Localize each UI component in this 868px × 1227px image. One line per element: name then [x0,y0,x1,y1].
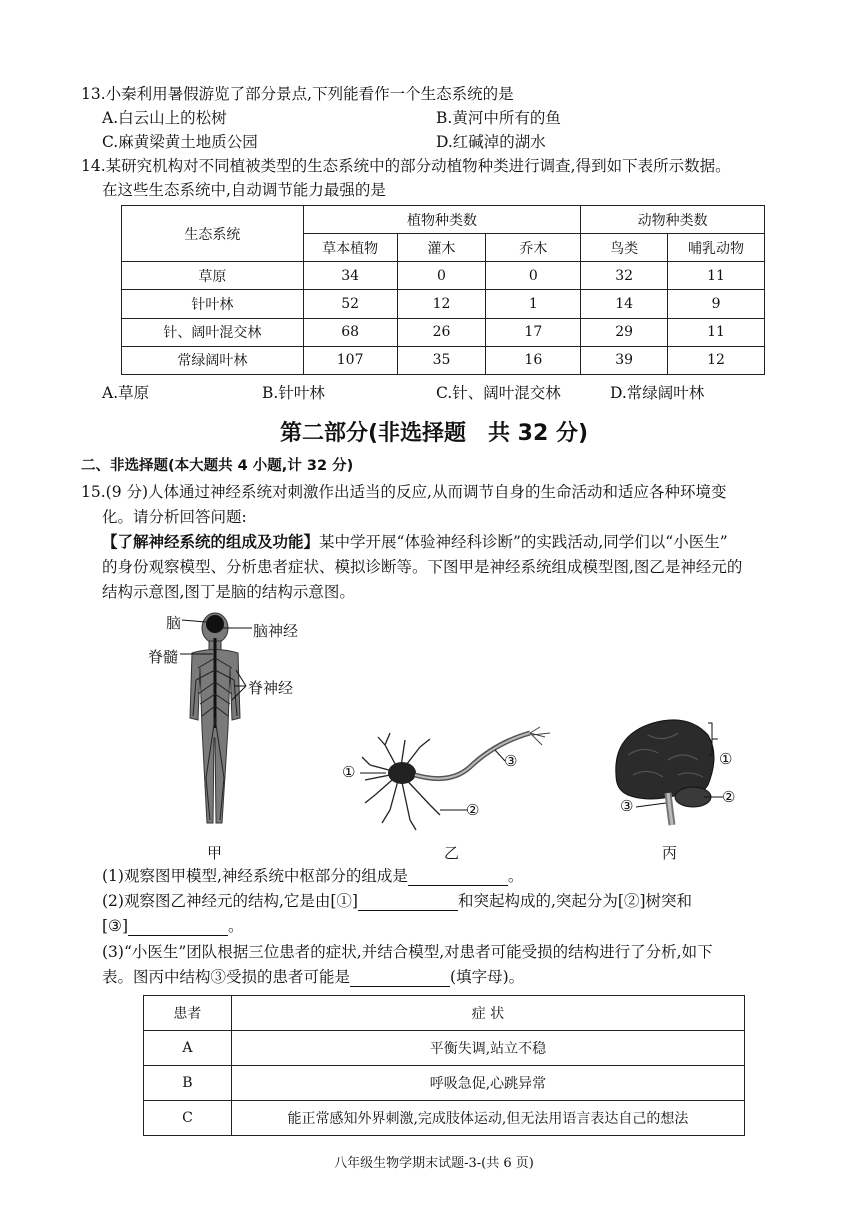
q15-sub2-answer-blank-2[interactable] [128,919,228,936]
cell-tree: 16 [486,346,581,374]
q13-stem: 13.小秦利用暑假游览了部分景点,下列能看作一个生态系统的是 [81,85,514,103]
cell-patient: C [144,1101,232,1136]
cell-tree: 1 [486,290,581,318]
q15-line3-rest: 某中学开展“体验神经科诊断”的实践活动,同学们以“小医生” [319,533,728,551]
cell-mammal: 11 [668,262,765,290]
cell-shrub: 12 [397,290,486,318]
q15-line4: 的身份观察模型、分析患者症状、模拟诊断等。下图甲是神经系统组成模型图,图乙是神经元的 [102,558,743,576]
header-plant-species: 植物种类数 [303,206,581,234]
q14-option-a: A.草原 [102,384,150,402]
header-mammal: 哺乳动物 [668,234,765,262]
header-ecosystem: 生态系统 [122,206,304,262]
brain-label-3: ③ [620,797,634,815]
neuron-figure [360,725,570,835]
q14-option-c: C.针、阔叶混交林 [436,384,561,402]
table-row [122,290,765,318]
cell-bird: 14 [581,290,668,318]
cell-herb: 52 [303,290,397,318]
q15-sub2 [102,891,692,911]
ecosystem-species-table [121,205,765,375]
q14-option-b: B.针叶林 [262,384,325,402]
header-animal-species: 动物种类数 [581,206,765,234]
section2-heading: 二、非选择题(本大题共 4 小题,计 32 分) [81,458,354,474]
cell-shrub: 35 [397,346,486,374]
q15-line3 [102,532,728,552]
q14-stem-line2: 在这些生态系统中,自动调节能力最强的是 [102,181,386,199]
q15-sub1-end: 。 [507,867,524,885]
label-brain: 脑 [166,614,182,632]
q13-option-b: B.黄河中所有的鱼 [436,109,561,127]
cell-herb: 34 [303,262,397,290]
q15-sub1-text: (1)观察图甲模型,神经系统中枢部分的组成是 [102,867,408,885]
neuron-label-1: ① [342,763,356,781]
row-name: 草原 [122,262,304,290]
header-symptom: 症 状 [231,996,744,1031]
cell-symptom: 呼吸急促,心跳异常 [231,1066,744,1101]
cell-shrub: 26 [397,318,486,346]
q15-sub3-answer-blank[interactable] [350,970,450,987]
figure-label-bing: 丙 [662,844,678,862]
table-row [122,346,765,374]
cell-shrub: 0 [397,262,486,290]
label-cranial-nerve: 脑神经 [253,622,299,640]
cell-bird: 29 [581,318,668,346]
cell-bird: 39 [581,346,668,374]
cell-herb: 107 [303,346,397,374]
q15-sub2-answer-blank-1[interactable] [358,894,458,911]
cell-mammal: 9 [668,290,765,318]
label-spinal-cord: 脊髓 [148,648,179,666]
header-bird: 鸟类 [581,234,668,262]
q13-option-d: D.红碱淖的湖水 [436,133,546,151]
brain-label-2: ② [722,788,736,806]
header-patient: 患者 [144,996,232,1031]
patient-symptom-table [143,995,745,1136]
q15-sub3-text-b: (填字母)。 [450,968,525,986]
brain-label-1: ① [719,750,733,768]
q15-sub2-end: 。 [228,917,244,935]
q15-sub3-text-a: 表。图丙中结构③受损的患者可能是 [102,968,351,986]
label-spinal-nerve: 脊神经 [248,679,294,697]
q15-sub2-cont [102,916,244,936]
q15-sub1 [102,866,523,886]
q14-stem-line1: 14.某研究机构对不同植被类型的生态系统中的部分动植物种类进行调查,得到如下表所示数据。 [81,157,731,175]
q15-sub3-line1: (3)“小医生”团队根据三位患者的症状,并结合模型,对患者可能受损的结构进行了分析,如下 [102,943,713,961]
header-tree: 乔木 [486,234,581,262]
table-row [144,1031,745,1066]
q14-option-d: D.常绿阔叶林 [610,384,705,402]
table-row [144,1101,745,1136]
nervous-system-model-figure [160,608,330,838]
table-row [122,318,765,346]
q15-bracket-title: 【了解神经系统的组成及功能】 [102,533,320,551]
table-row [122,262,765,290]
cell-patient: A [144,1031,232,1066]
page-footer: 八年级生物学期末试题-3-(共 6 页) [334,1156,534,1171]
q15-sub1-answer-blank[interactable] [408,869,508,886]
neuron-label-2: ② [466,801,480,819]
q15-line5: 结构示意图,图丁是脑的结构示意图。 [102,583,355,601]
part2-title: 第二部分(非选择题 共 32 分) [279,421,589,446]
figure-label-yi: 乙 [444,844,460,862]
brain-figure [608,715,758,840]
neuron-label-3: ③ [504,752,518,770]
header-herb: 草本植物 [303,234,397,262]
row-name: 针、阔叶混交林 [122,318,304,346]
table-row [144,1066,745,1101]
q15-sub2-text-a: (2)观察图乙神经元的结构,它是由[①] [102,892,358,910]
cell-patient: B [144,1066,232,1101]
figure-label-jia: 甲 [207,844,223,862]
header-shrub: 灌木 [397,234,486,262]
cell-symptom: 平衡失调,站立不稳 [231,1031,744,1066]
q13-option-c: C.麻黄梁黄土地质公园 [102,133,258,151]
q13-option-a: A.白云山上的松树 [102,109,227,127]
q15-line2: 化。请分析回答问题: [102,508,247,526]
cell-bird: 32 [581,262,668,290]
cell-symptom: 能正常感知外界刺激,完成肢体运动,但无法用语言表达自己的想法 [231,1101,744,1136]
cell-herb: 68 [303,318,397,346]
q15-sub3-line2 [102,967,524,987]
q15-sub2-text-b: 和突起构成的,突起分为[②]树突和 [457,892,693,910]
cell-tree: 17 [486,318,581,346]
row-name: 常绿阔叶林 [122,346,304,374]
row-name: 针叶林 [122,290,304,318]
q15-sub2-text-c: [③] [102,917,128,935]
cell-mammal: 12 [668,346,765,374]
q15-line1: 15.(9 分)人体通过神经系统对刺激作出适当的反应,从而调节自身的生命活动和适应各种环境变 [81,483,727,501]
cell-mammal: 11 [668,318,765,346]
cell-tree: 0 [486,262,581,290]
